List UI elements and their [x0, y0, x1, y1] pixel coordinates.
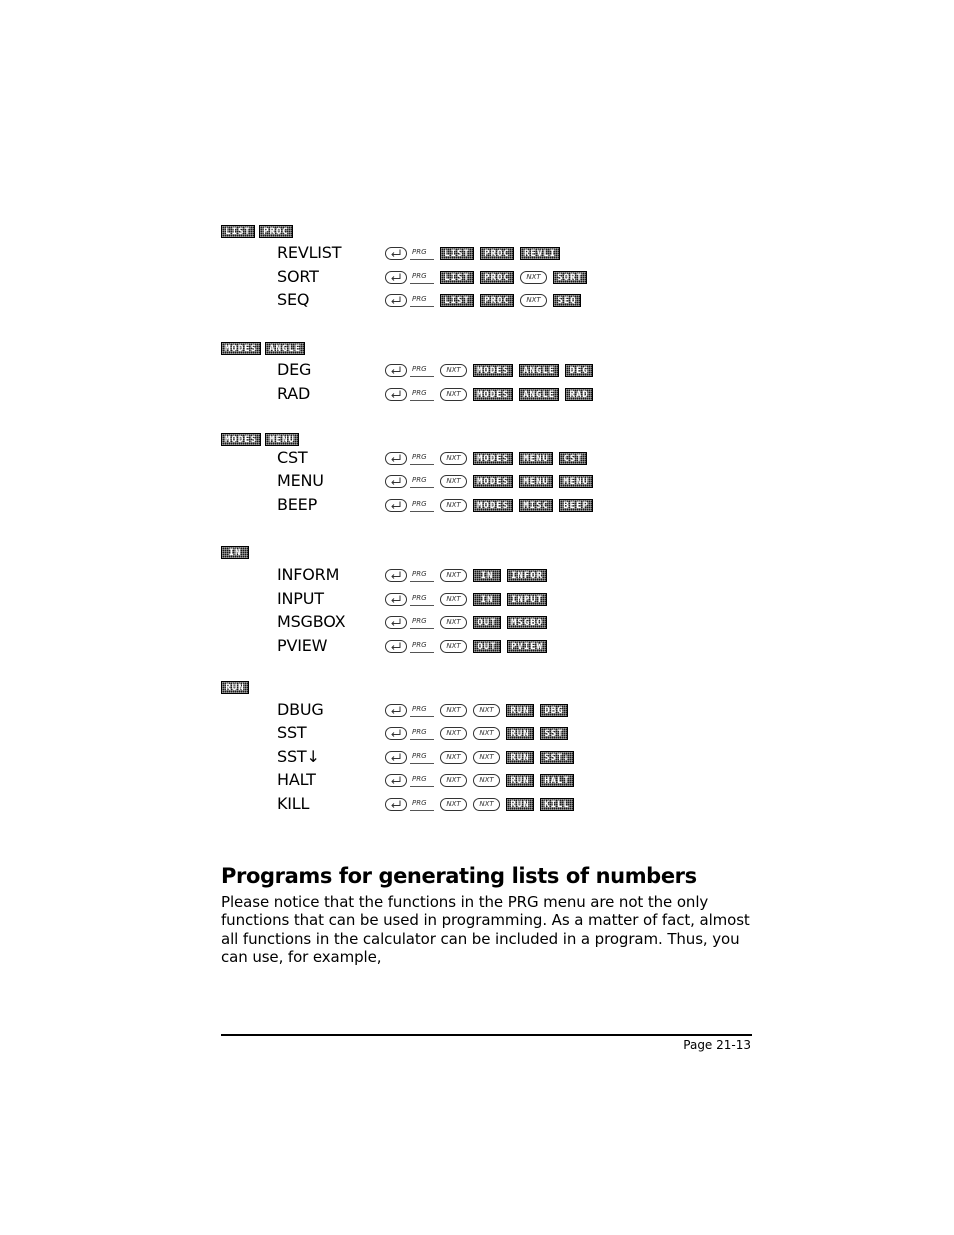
prg-label-icon: PRG — [410, 247, 434, 260]
left-shift-key-icon — [385, 364, 407, 377]
left-shift-key-icon — [385, 452, 407, 465]
softkey-icon: RUN — [506, 727, 534, 740]
prg-label-icon: PRG — [410, 569, 434, 582]
nxt-key-icon: NXT — [473, 774, 500, 787]
command-row — [277, 699, 757, 721]
nxt-key-icon: NXT — [520, 294, 547, 307]
softkey-icon: LIST — [221, 225, 255, 238]
command-row — [277, 769, 757, 791]
softkey-icon: PROC — [259, 225, 293, 238]
nxt-key-icon: NXT — [440, 798, 467, 811]
left-shift-key-icon — [385, 271, 407, 284]
section-header-menu — [221, 432, 299, 446]
softkey-icon: RUN — [506, 751, 534, 764]
command-name: SEQ — [277, 290, 310, 309]
prg-label-icon: PRG — [410, 593, 434, 606]
command-row — [277, 470, 757, 492]
softkey-icon: SST — [540, 727, 568, 740]
softkey-icon: ANGLE — [519, 364, 559, 377]
section-header-menu — [221, 341, 305, 355]
nxt-key-icon: NXT — [440, 388, 467, 401]
command-name: PVIEW — [277, 636, 328, 655]
body-paragraph: Please notice that the functions in the PRG menu are not the only functions that can be used in programming. As a matter of fact, almost all functions in the calculator can be included in a program. Thus, you can use, for example, — [221, 893, 750, 966]
section-header-menu — [221, 680, 249, 694]
softkey-icon: HALT — [540, 774, 574, 787]
softkey-icon: RUN — [506, 798, 534, 811]
nxt-key-icon: NXT — [440, 475, 467, 488]
left-shift-key-icon — [385, 475, 407, 488]
softkey-icon: OUT — [473, 640, 501, 653]
keystroke-sequence — [385, 362, 593, 378]
left-shift-key-icon — [385, 751, 407, 764]
command-name: INFORM — [277, 565, 340, 584]
softkey-icon: OUT — [473, 616, 501, 629]
left-shift-key-icon — [385, 294, 407, 307]
softkey-icon: INFOR — [507, 569, 547, 582]
keystroke-sequence — [385, 567, 547, 583]
keystroke-sequence — [385, 725, 568, 741]
softkey-icon: RUN — [506, 774, 534, 787]
keystroke-sequence — [385, 497, 593, 513]
section-heading: Programs for generating lists of numbers — [221, 864, 697, 888]
prg-label-icon: PRG — [410, 798, 434, 811]
nxt-key-icon: NXT — [473, 727, 500, 740]
keystroke-sequence — [385, 702, 568, 718]
keystroke-sequence — [385, 796, 574, 812]
command-row — [277, 242, 757, 264]
left-shift-key-icon — [385, 388, 407, 401]
softkey-icon: MSGBO — [507, 616, 547, 629]
softkey-icon: MODES — [221, 433, 261, 446]
softkey-icon: RAD — [565, 388, 593, 401]
nxt-key-icon: NXT — [440, 364, 467, 377]
softkey-icon: ANGLE — [519, 388, 559, 401]
command-name: SST — [277, 723, 307, 742]
command-row — [277, 746, 757, 768]
softkey-icon: MODES — [473, 499, 513, 512]
nxt-key-icon: NXT — [440, 727, 467, 740]
softkey-icon: MENU — [265, 433, 299, 446]
command-name: SST↓ — [277, 747, 320, 766]
section-header-menu — [221, 545, 249, 559]
softkey-icon: MODES — [473, 364, 513, 377]
keystroke-sequence — [385, 450, 587, 466]
softkey-icon: ANGLE — [265, 342, 305, 355]
softkey-icon: SEQ — [553, 294, 581, 307]
softkey-icon: PROC — [480, 294, 514, 307]
command-name: KILL — [277, 794, 310, 813]
softkey-icon: PVIEW — [507, 640, 547, 653]
softkey-icon: IN — [221, 546, 249, 559]
nxt-key-icon: NXT — [440, 774, 467, 787]
keystroke-sequence — [385, 245, 560, 261]
prg-label-icon: PRG — [410, 640, 434, 653]
nxt-key-icon: NXT — [440, 499, 467, 512]
softkey-icon: SORT — [553, 271, 587, 284]
keystroke-sequence — [385, 591, 547, 607]
prg-label-icon: PRG — [410, 704, 434, 717]
prg-label-icon: PRG — [410, 364, 434, 377]
softkey-icon: CST — [559, 452, 587, 465]
prg-label-icon: PRG — [410, 751, 434, 764]
softkey-icon: RUN — [221, 681, 249, 694]
keystroke-sequence — [385, 638, 547, 654]
prg-label-icon: PRG — [410, 499, 434, 512]
command-row — [277, 588, 757, 610]
prg-label-icon: PRG — [410, 294, 434, 307]
left-shift-key-icon — [385, 499, 407, 512]
nxt-key-icon: NXT — [440, 616, 467, 629]
nxt-key-icon: NXT — [440, 452, 467, 465]
command-row — [277, 494, 757, 516]
command-name: RAD — [277, 384, 311, 403]
prg-label-icon: PRG — [410, 475, 434, 488]
nxt-key-icon: NXT — [440, 593, 467, 606]
command-row — [277, 383, 757, 405]
softkey-icon: LIST — [440, 294, 474, 307]
prg-label-icon: PRG — [410, 388, 434, 401]
softkey-icon: MENU — [519, 452, 553, 465]
command-row — [277, 447, 757, 469]
command-name: CST — [277, 448, 308, 467]
prg-label-icon: PRG — [410, 774, 434, 787]
nxt-key-icon: NXT — [440, 751, 467, 764]
softkey-icon: KILL — [540, 798, 574, 811]
keystroke-sequence — [385, 269, 587, 285]
keystroke-sequence — [385, 772, 574, 788]
left-shift-key-icon — [385, 704, 407, 717]
command-name: SORT — [277, 267, 319, 286]
left-shift-key-icon — [385, 798, 407, 811]
command-name: DBUG — [277, 700, 324, 719]
keystroke-sequence — [385, 614, 547, 630]
softkey-icon: SST↓ — [540, 751, 574, 764]
command-name: REVLIST — [277, 243, 342, 262]
softkey-icon: LIST — [440, 247, 474, 260]
softkey-icon: MODES — [473, 452, 513, 465]
command-row — [277, 564, 757, 586]
command-row — [277, 722, 757, 744]
softkey-icon: PROC — [480, 247, 514, 260]
softkey-icon: RUN — [506, 704, 534, 717]
left-shift-key-icon — [385, 774, 407, 787]
softkey-icon: IN — [473, 593, 501, 606]
command-name: DEG — [277, 360, 312, 379]
left-shift-key-icon — [385, 640, 407, 653]
softkey-icon: MENU — [559, 475, 593, 488]
command-row — [277, 635, 757, 657]
softkey-icon: MODES — [473, 388, 513, 401]
keystroke-sequence — [385, 386, 593, 402]
section-header-menu — [221, 224, 293, 238]
softkey-icon: PROC — [480, 271, 514, 284]
nxt-key-icon: NXT — [473, 704, 500, 717]
softkey-icon: BEEP — [559, 499, 593, 512]
command-row — [277, 266, 757, 288]
command-row — [277, 359, 757, 381]
softkey-icon: REVLI — [520, 247, 560, 260]
nxt-key-icon: NXT — [473, 751, 500, 764]
softkey-icon: LIST — [440, 271, 474, 284]
softkey-icon: MENU — [519, 475, 553, 488]
nxt-key-icon: NXT — [440, 640, 467, 653]
command-name: HALT — [277, 770, 316, 789]
nxt-key-icon: NXT — [440, 569, 467, 582]
softkey-icon: MODES — [221, 342, 261, 355]
softkey-icon: MISC — [519, 499, 553, 512]
keystroke-sequence — [385, 473, 593, 489]
command-row — [277, 793, 757, 815]
command-row — [277, 289, 757, 311]
left-shift-key-icon — [385, 247, 407, 260]
footer-rule — [221, 1034, 752, 1036]
command-name: BEEP — [277, 495, 318, 514]
softkey-icon: DBG — [540, 704, 568, 717]
left-shift-key-icon — [385, 727, 407, 740]
prg-label-icon: PRG — [410, 616, 434, 629]
command-row — [277, 611, 757, 633]
softkey-icon: IN — [473, 569, 501, 582]
left-shift-key-icon — [385, 616, 407, 629]
left-shift-key-icon — [385, 569, 407, 582]
softkey-icon: INPUT — [507, 593, 547, 606]
prg-label-icon: PRG — [410, 271, 434, 284]
page-number: Page 21-13 — [683, 1038, 751, 1052]
prg-label-icon: PRG — [410, 452, 434, 465]
nxt-key-icon: NXT — [440, 704, 467, 717]
keystroke-sequence — [385, 292, 581, 308]
left-shift-key-icon — [385, 593, 407, 606]
nxt-key-icon: NXT — [473, 798, 500, 811]
keystroke-sequence — [385, 749, 574, 765]
nxt-key-icon: NXT — [520, 271, 547, 284]
prg-label-icon: PRG — [410, 727, 434, 740]
command-name: MSGBOX — [277, 612, 346, 631]
command-name: MENU — [277, 471, 324, 490]
command-name: INPUT — [277, 589, 324, 608]
softkey-icon: MODES — [473, 475, 513, 488]
softkey-icon: DEG — [565, 364, 593, 377]
